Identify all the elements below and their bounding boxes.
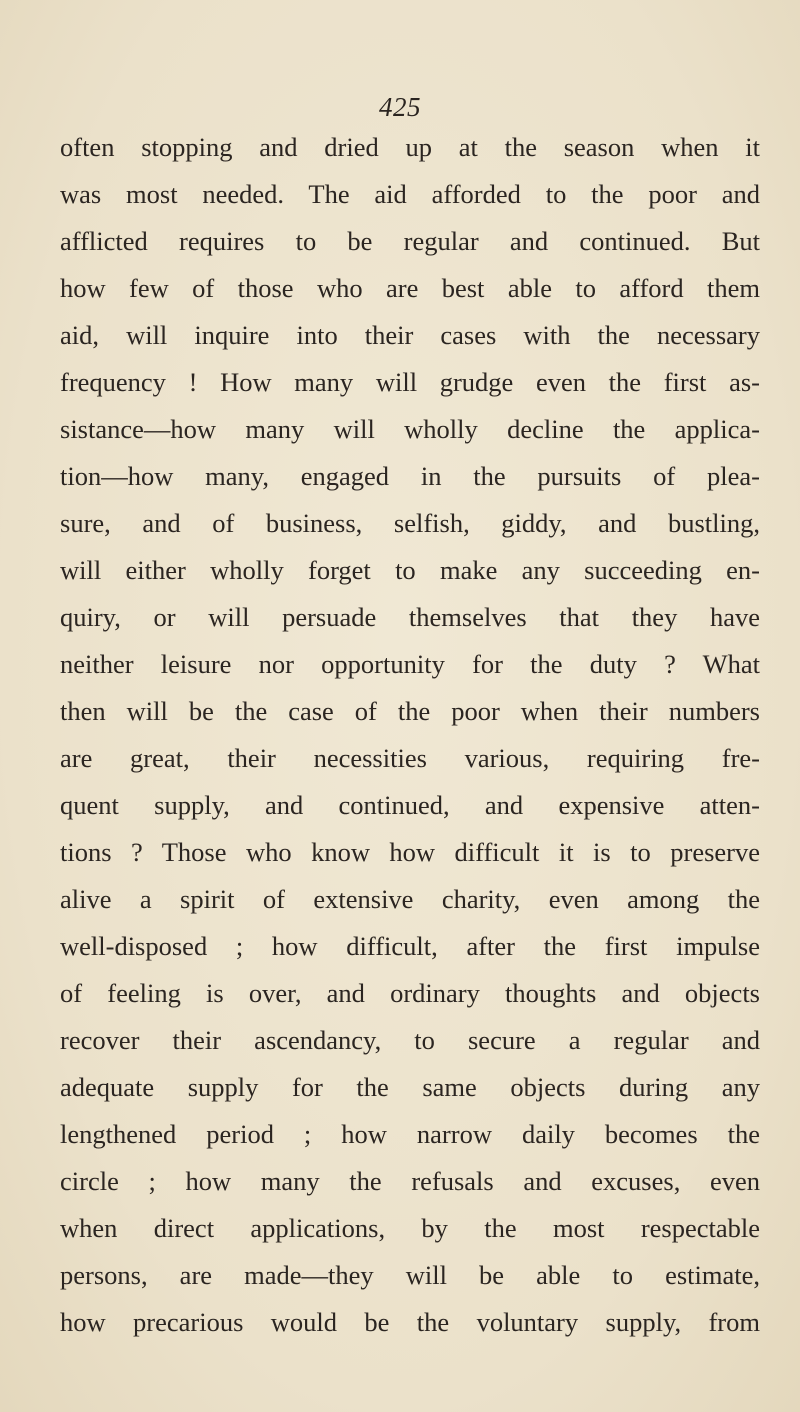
text-line: circle ; how many the refusals and excuses, even (60, 1166, 760, 1196)
text-line: tion—how many, engaged in the pursuits of plea- (60, 461, 760, 491)
text-line: quent supply, and continued, and expensive atten- (60, 790, 760, 820)
text-line: persons, are made—they will be able to estimate, (60, 1260, 760, 1290)
text-line: of feeling is over, and ordinary thoughts and objects (60, 978, 760, 1008)
text-line: aid, will inquire into their cases with the necessary (60, 320, 760, 350)
text-line: adequate supply for the same objects during any (60, 1072, 760, 1102)
text-line: neither leisure nor opportunity for the duty ? What (60, 649, 760, 679)
text-line: then will be the case of the poor when their numbers (60, 696, 760, 726)
text-line: sure, and of business, selfish, giddy, and bustling, (60, 508, 760, 538)
body-text (60, 124, 760, 1346)
text-line: well-disposed ; how difficult, after the first impulse (60, 931, 760, 961)
text-line: tions ? Those who know how difficult it is to preserve (60, 837, 760, 867)
text-line: are great, their necessities various, requiring fre- (60, 743, 760, 773)
text-line: sistance—how many will wholly decline the applica- (60, 414, 760, 444)
text-line: when direct applications, by the most respectable (60, 1213, 760, 1243)
text-line: will either wholly forget to make any succeeding en- (60, 555, 760, 585)
text-line: afflicted requires to be regular and continued. But (60, 226, 760, 256)
text-line: quiry, or will persuade themselves that they have (60, 602, 760, 632)
page-number: 425 (379, 92, 421, 122)
text-line: alive a spirit of extensive charity, even among the (60, 884, 760, 914)
text-line: often stopping and dried up at the season when it (60, 132, 760, 162)
text-line: how few of those who are best able to afford them (60, 273, 760, 303)
text-line: recover their ascendancy, to secure a regular and (60, 1025, 760, 1055)
text-line: was most needed. The aid afforded to the poor and (60, 179, 760, 209)
text-line: lengthened period ; how narrow daily becomes the (60, 1119, 760, 1149)
text-line: frequency ! How many will grudge even the first as- (60, 367, 760, 397)
text-line: how precarious would be the voluntary supply, from (60, 1307, 760, 1337)
